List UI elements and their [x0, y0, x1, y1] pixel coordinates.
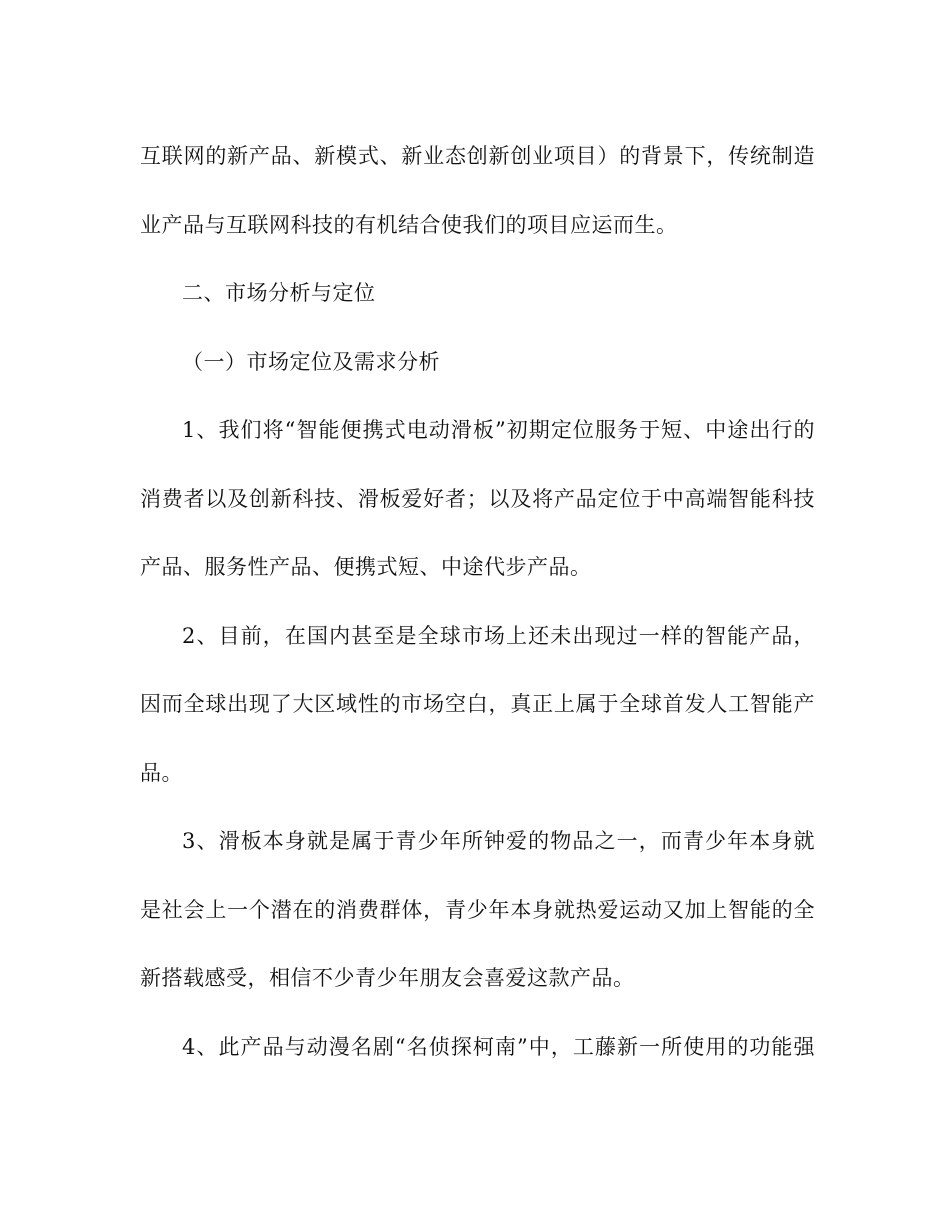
text-line: 2、目前，在国内甚至是全球市场上还未出现过一样的智能产品，: [182, 623, 815, 648]
text-line: 是社会上一个潜在的消费群体，青少年本身就热爱运动又加上智能的全: [140, 897, 815, 922]
text-line: 新搭载感受，相信不少青少年朋友会喜爱这款产品。: [140, 966, 635, 990]
text-line: 1、我们将“智能便携式电动滑板”初期定位服务于短、中途出行的: [182, 418, 815, 442]
text-line: 品。: [140, 760, 183, 785]
text-line: 4、此产品与动漫名剧“名侦探柯南”中，工藤新一所使用的功能强: [182, 1034, 815, 1059]
subsection-heading: （一）市场定位及需求分析: [182, 349, 440, 374]
text-line: 3、滑板本身就是属于青少年所钟爱的物品之一，而青少年本身就: [182, 829, 815, 853]
document-body: [140, 122, 815, 1081]
text-line: 消费者以及创新科技、滑板爱好者；以及将产品定位于中高端智能科技: [140, 486, 815, 511]
text-line: 业产品与互联网科技的有机结合使我们的项目应运而生。: [140, 212, 678, 237]
text-line: 因而全球出现了大区域性的市场空白，真正上属于全球首发人工智能产: [140, 692, 815, 716]
section-heading: 二、市场分析与定位: [182, 281, 376, 305]
text-line: 互联网的新产品、新模式、新业态创新创业项目）的背景下，传统制造: [140, 144, 815, 168]
text-line: 产品、服务性产品、便携式短、中途代步产品。: [140, 555, 592, 579]
